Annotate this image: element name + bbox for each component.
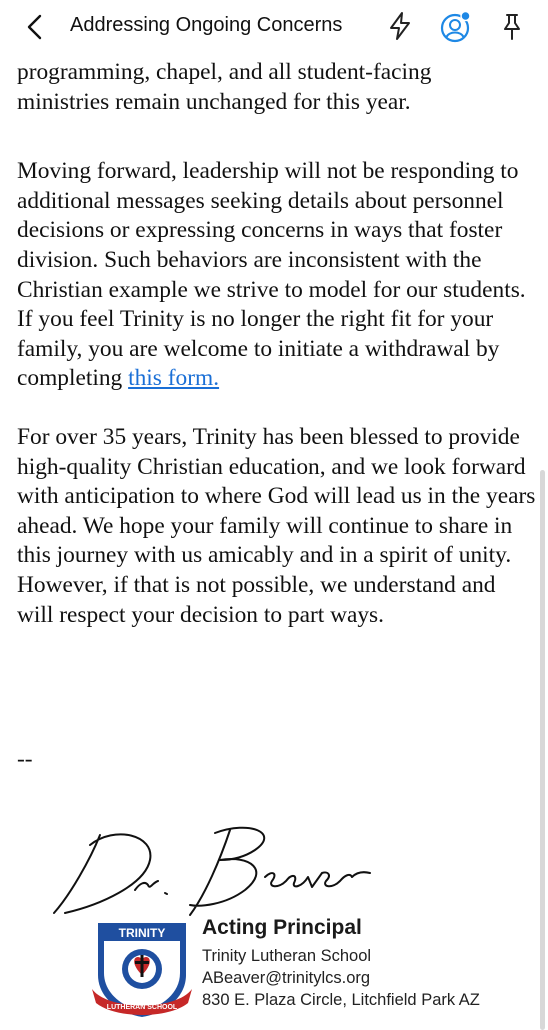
school-seal-logo bbox=[88, 915, 196, 1019]
top-bar bbox=[0, 0, 548, 56]
signer-title: Acting Principal bbox=[202, 916, 362, 939]
pin-button[interactable] bbox=[496, 10, 528, 42]
email-subject-title: Addressing Ongoing Concerns bbox=[70, 14, 343, 36]
paragraph-text: For over 35 years, Trinity has been blessed to provide high-quality Christian education, and we look forward with anticipation to where God will lead us in the years ahead. We hope your family will continue to share in this journey with us amicably and in a spirit of unity. However, if that is not possible, we understand and will respect your decision to part ways. bbox=[17, 423, 536, 628]
back-button[interactable] bbox=[22, 12, 50, 42]
signature-details bbox=[202, 915, 480, 1011]
svg-text:LUTHERAN SCHOOL: LUTHERAN SCHOOL bbox=[106, 1004, 178, 1011]
school-name: Trinity Lutheran School bbox=[202, 947, 372, 965]
email-body bbox=[17, 58, 537, 630]
seal-emblem-icon bbox=[88, 915, 196, 1019]
paragraph-closing bbox=[17, 423, 537, 630]
pin-icon bbox=[496, 10, 528, 42]
signature-separator: -- bbox=[17, 746, 33, 772]
quick-actions-button[interactable] bbox=[384, 10, 416, 42]
school-address: 830 E. Plaza Circle, Litchfield Park AZ bbox=[202, 991, 480, 1009]
svg-text:TRINITY: TRINITY bbox=[118, 926, 166, 940]
paragraph-text: Moving forward, leadership will not be responding to additional messages seeking details about personnel decisions or expressing concerns in ways that foster division. Such behaviors are inconsistent with the Christian example we strive to model for our students. If you feel Trinity is no longer the right fit for your family, you are welcome to initiate a withdrawal by completing bbox=[17, 158, 526, 392]
account-avatar-icon bbox=[438, 10, 472, 44]
signer-email[interactable]: ABeaver@trinitylcs.org bbox=[202, 969, 371, 987]
signature-block bbox=[40, 815, 510, 1025]
lightning-bolt-icon bbox=[384, 10, 416, 42]
chevron-left-icon bbox=[22, 12, 50, 42]
scrollbar[interactable] bbox=[540, 470, 545, 1030]
handwritten-signature bbox=[40, 815, 420, 925]
withdrawal-form-link[interactable]: this form. bbox=[128, 365, 220, 392]
account-button[interactable] bbox=[438, 10, 470, 42]
body-line: ministries remain unchanged for this year. bbox=[17, 88, 411, 115]
paragraph-continuation bbox=[17, 58, 537, 117]
body-line: programming, chapel, and all student-facing bbox=[17, 59, 432, 85]
paragraph-policy bbox=[17, 157, 537, 394]
